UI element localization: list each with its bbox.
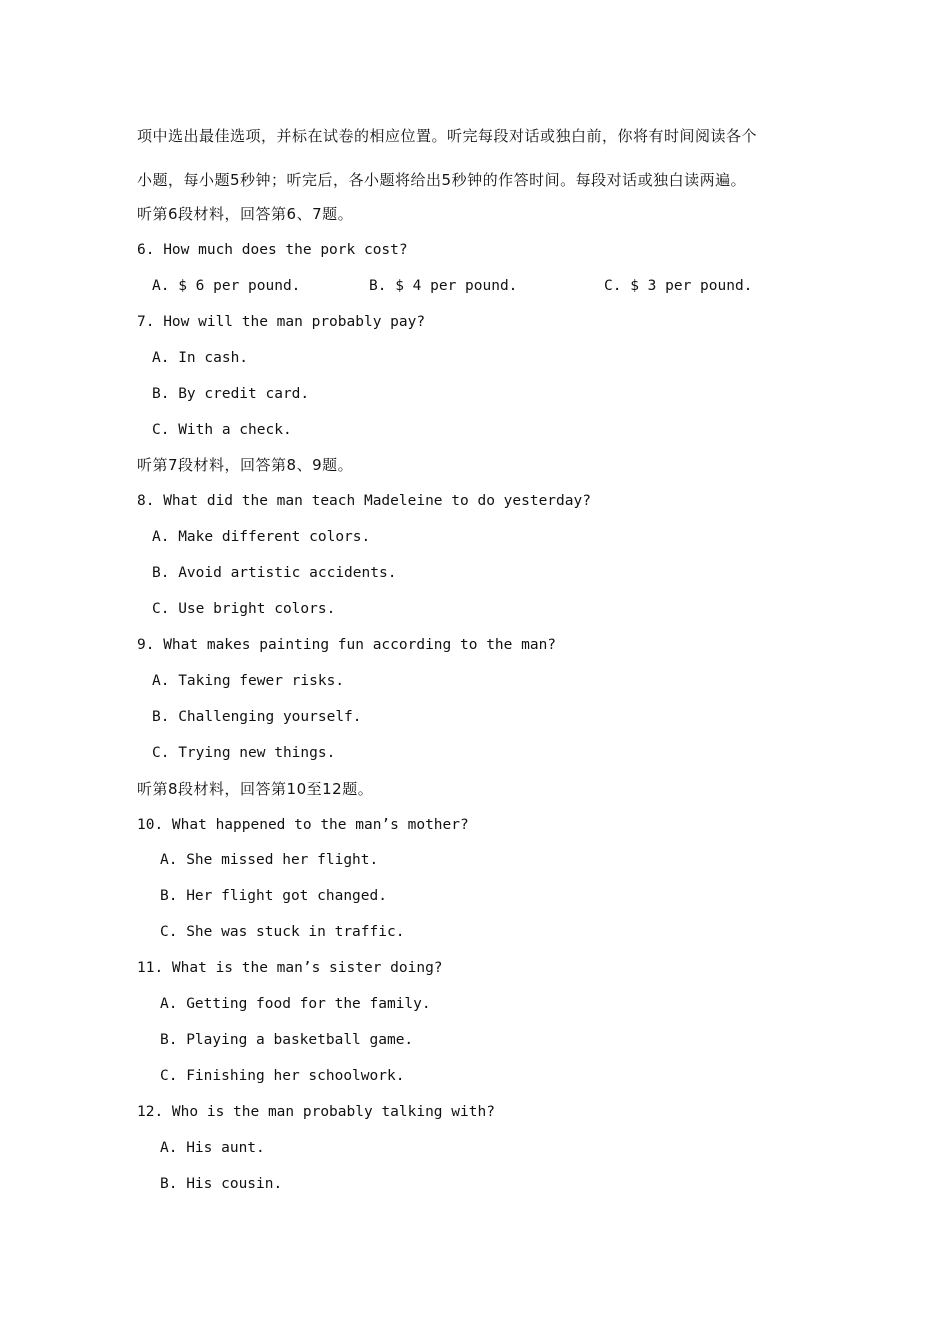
- question-12-stem: 12. Who is the man probably talking with?: [137, 1104, 495, 1120]
- question-9-stem: 9. What makes painting fun according to the man?: [137, 637, 557, 653]
- question-7-option-a: A. In cash.: [152, 350, 249, 366]
- question-11-stem: 11. What is the man’s sister doing?: [137, 960, 443, 976]
- question-9-option-a: A. Taking fewer risks.: [152, 673, 345, 689]
- question-6-option-b: B. $ 4 per pound.: [369, 278, 518, 294]
- question-8-stem: 8. What did the man teach Madeleine to do yesterday?: [137, 493, 591, 509]
- section-7-heading: 听第7段材料，回答第8、9题。: [137, 456, 354, 474]
- question-8-option-c: C. Use bright colors.: [152, 601, 336, 617]
- question-10-option-a: A. She missed her flight.: [160, 852, 379, 868]
- question-9-option-b: B. Challenging yourself.: [152, 709, 362, 725]
- instructions-line-2: 小题，每小题5秒钟；听完后，各小题将给出5秒钟的作答时间。每段对话或独白读两遍。: [137, 171, 747, 189]
- question-12-option-b: B. His cousin.: [160, 1176, 283, 1192]
- instructions-line-1: 项中选出最佳选项，并标在试卷的相应位置。听完每段对话或独白前，你将有时间阅读各个: [137, 127, 758, 145]
- question-6-option-c: C. $ 3 per pound.: [604, 278, 753, 294]
- question-11-option-b: B. Playing a basketball game.: [160, 1032, 414, 1048]
- question-8-option-a: A. Make different colors.: [152, 529, 371, 545]
- question-6-stem: 6. How much does the pork cost?: [137, 242, 408, 258]
- question-10-option-b: B. Her flight got changed.: [160, 888, 387, 904]
- section-8-heading: 听第8段材料，回答第10至12题。: [137, 780, 374, 798]
- question-7-option-b: B. By credit card.: [152, 386, 310, 402]
- question-12-option-a: A. His aunt.: [160, 1140, 265, 1156]
- section-6-heading: 听第6段材料，回答第6、7题。: [137, 205, 354, 223]
- question-9-option-c: C. Trying new things.: [152, 745, 336, 761]
- question-6-option-a: A. $ 6 per pound.: [152, 278, 301, 294]
- question-11-option-c: C. Finishing her schoolwork.: [160, 1068, 405, 1084]
- question-7-option-c: C. With a check.: [152, 422, 292, 438]
- question-10-option-c: C. She was stuck in traffic.: [160, 924, 405, 940]
- question-7-stem: 7. How will the man probably pay?: [137, 314, 426, 330]
- question-11-option-a: A. Getting food for the family.: [160, 996, 431, 1012]
- question-10-stem: 10. What happened to the man’s mother?: [137, 817, 469, 833]
- question-8-option-b: B. Avoid artistic accidents.: [152, 565, 397, 581]
